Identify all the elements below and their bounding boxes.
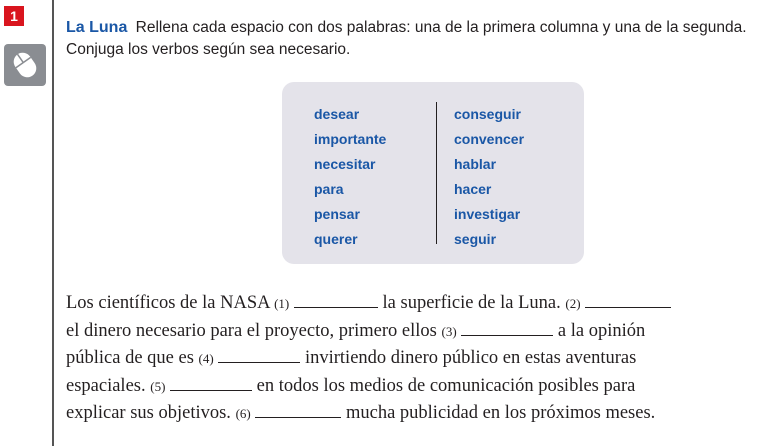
blank-5[interactable] [170, 374, 252, 391]
word-bank-column-1 [314, 102, 386, 252]
instructions-text: Rellena cada espacio con dos palabras: una de la primera columna y una de la segunda. Conjuga los verbos según sea necesario. [66, 19, 747, 58]
word-bank-item: hacer [454, 181, 492, 197]
word-bank-item: desear [314, 106, 360, 122]
blank-number: (2) [565, 296, 581, 311]
blank-6[interactable] [255, 401, 341, 418]
word-bank-item: convencer [454, 131, 525, 147]
passage-line [66, 345, 766, 373]
blank-number: (1) [274, 296, 290, 311]
passage-line [66, 318, 766, 346]
mouse-click-icon[interactable] [4, 44, 46, 86]
blank-3[interactable] [461, 319, 553, 336]
word-bank-item: hablar [454, 156, 497, 172]
exercise-instructions [66, 17, 756, 61]
passage-line [66, 290, 766, 318]
passage-text: a la opinión [557, 320, 646, 341]
blank-number: (4) [198, 351, 214, 366]
blank-1[interactable] [294, 291, 378, 308]
blank-number: (5) [150, 378, 166, 394]
word-bank-item: importante [314, 131, 387, 147]
margin-rule [52, 0, 54, 446]
passage-text: mucha publicidad en los próximos meses. [345, 403, 656, 423]
word-bank-item: pensar [314, 206, 360, 222]
word-bank-item: seguir [454, 231, 497, 247]
word-bank-item: para [314, 181, 344, 197]
passage-text: la superficie de la Luna. [382, 293, 561, 313]
passage-text: pública de que es [66, 348, 194, 368]
passage-text: el dinero necesario para el proyecto, primero ellos [66, 320, 437, 341]
word-bank [282, 82, 584, 264]
word-bank-item: conseguir [454, 106, 521, 122]
blank-4[interactable] [218, 346, 300, 363]
blank-2[interactable] [585, 291, 671, 308]
passage-text: espaciales. [66, 375, 146, 396]
exercise-number-badge: 1 [4, 6, 24, 26]
passage-text: en todos los medios de comunicación posibles para [256, 375, 636, 396]
word-bank-column-2 [454, 102, 524, 252]
exercise-title: La Luna [66, 19, 128, 36]
blank-number: (3) [441, 323, 457, 339]
word-bank-item: investigar [454, 206, 521, 222]
passage-text: explicar sus objetivos. [66, 403, 231, 423]
passage-line [66, 373, 766, 401]
passage-text: invirtiendo dinero público en estas aventuras [304, 348, 637, 368]
word-bank-item: querer [314, 231, 358, 247]
passage-text: Los científicos de la NASA [66, 293, 270, 313]
word-bank-item: necesitar [314, 156, 376, 172]
blank-number: (6) [235, 406, 251, 421]
column-divider [436, 102, 437, 244]
cloze-passage [66, 290, 766, 428]
passage-line [66, 400, 766, 428]
